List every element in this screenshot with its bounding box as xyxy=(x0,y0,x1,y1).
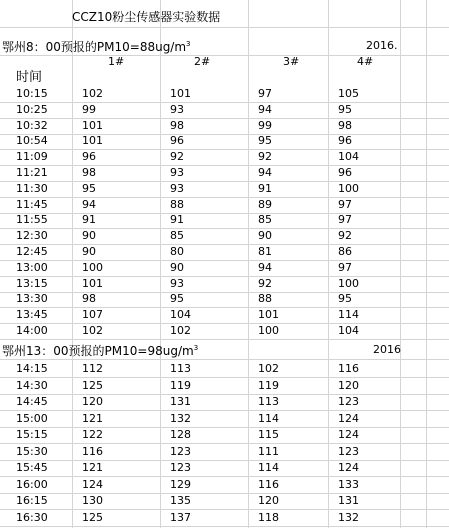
time-cell: 11:30 xyxy=(16,181,48,195)
sensor-1-cell: 102 xyxy=(82,324,103,337)
sensor-2-cell: 137 xyxy=(170,510,191,524)
sensor-3-cell: 94 xyxy=(258,102,272,116)
sensor-3-cell: 91 xyxy=(258,181,272,195)
time-cell: 15:15 xyxy=(16,428,48,441)
time-cell: 12:30 xyxy=(16,229,48,243)
time-cell: 11:21 xyxy=(16,166,48,179)
sensor-4-cell: 116 xyxy=(338,362,359,375)
section-2-year: 2016 xyxy=(373,343,401,356)
sensor-1-cell: 125 xyxy=(82,378,103,392)
time-cell: 16:15 xyxy=(16,494,48,507)
sensor-4-cell: 97 xyxy=(338,260,352,274)
sensor-1-cell: 101 xyxy=(82,118,103,132)
sheet-title: CCZ10粉尘传感器实验数据 xyxy=(72,10,221,24)
sensor-3-cell: 114 xyxy=(258,411,279,425)
sensor-4-cell: 123 xyxy=(338,444,359,458)
section-1-header[interactable] xyxy=(0,36,449,56)
sensor-2-cell: 98 xyxy=(170,118,184,132)
time-cell: 15:30 xyxy=(16,444,48,458)
table-row[interactable] xyxy=(0,509,449,527)
sensor-3-cell: 118 xyxy=(258,510,279,524)
column-header: 3# xyxy=(283,55,300,68)
sensor-4-cell: 114 xyxy=(338,308,359,322)
time-cell: 10:15 xyxy=(16,87,48,100)
sensor-2-cell: 93 xyxy=(170,181,184,195)
sensor-2-cell: 123 xyxy=(170,461,191,474)
sensor-3-cell: 88 xyxy=(258,292,272,306)
time-cell: 14:45 xyxy=(16,395,48,408)
time-cell: 11:55 xyxy=(16,213,48,227)
sensor-4-cell: 95 xyxy=(338,102,352,116)
sensor-3-cell: 100 xyxy=(258,324,279,337)
sensor-4-cell: 124 xyxy=(338,428,359,441)
sensor-4-cell: 104 xyxy=(338,150,359,164)
sensor-1-cell: 102 xyxy=(82,87,103,100)
sensor-3-cell: 115 xyxy=(258,428,279,441)
column-header: 4# xyxy=(357,55,374,68)
sensor-1-cell: 130 xyxy=(82,494,103,507)
sensor-1-cell: 99 xyxy=(82,102,96,116)
time-cell: 14:00 xyxy=(16,324,48,337)
sensor-1-cell: 96 xyxy=(82,150,96,164)
time-cell: 13:30 xyxy=(16,292,48,306)
sensor-2-cell: 113 xyxy=(170,362,191,375)
sensor-4-cell: 86 xyxy=(338,245,352,258)
sensor-3-cell: 95 xyxy=(258,134,272,148)
sensor-1-cell: 116 xyxy=(82,444,103,458)
sensor-2-cell: 102 xyxy=(170,324,191,337)
time-cell: 10:32 xyxy=(16,118,48,132)
sensor-2-cell: 85 xyxy=(170,229,184,243)
section-1-year: 2016. xyxy=(366,39,398,52)
sensor-1-cell: 94 xyxy=(82,197,96,211)
sensor-1-cell: 100 xyxy=(82,260,103,274)
sensor-4-cell: 104 xyxy=(338,324,359,337)
sensor-2-cell: 93 xyxy=(170,102,184,116)
time-cell: 15:00 xyxy=(16,411,48,425)
sensor-1-cell: 91 xyxy=(82,213,96,227)
sensor-3-cell: 92 xyxy=(258,276,272,290)
time-cell: 15:45 xyxy=(16,461,48,474)
sensor-2-cell: 132 xyxy=(170,411,191,425)
sensor-2-cell: 88 xyxy=(170,197,184,211)
sensor-4-cell: 133 xyxy=(338,477,359,491)
time-cell: 12:45 xyxy=(16,245,48,258)
sensor-2-cell: 101 xyxy=(170,87,191,100)
sensor-2-cell: 91 xyxy=(170,213,184,227)
table-row[interactable] xyxy=(0,476,449,494)
sensor-2-cell: 80 xyxy=(170,245,184,258)
time-cell: 14:30 xyxy=(16,378,48,392)
table-row[interactable] xyxy=(0,426,449,444)
sensor-2-cell: 131 xyxy=(170,395,191,408)
time-cell: 14:15 xyxy=(16,362,48,375)
time-cell: 11:09 xyxy=(16,150,48,164)
sensor-3-cell: 81 xyxy=(258,245,272,258)
time-header: 时间 xyxy=(16,70,43,85)
sensor-1-cell: 98 xyxy=(82,292,96,306)
sensor-3-cell: 92 xyxy=(258,150,272,164)
sensor-1-cell: 121 xyxy=(82,411,103,425)
sensor-2-cell: 90 xyxy=(170,260,184,274)
sensor-3-cell: 97 xyxy=(258,87,272,100)
sensor-3-cell: 113 xyxy=(258,395,279,408)
sensor-4-cell: 100 xyxy=(338,181,359,195)
time-cell: 13:15 xyxy=(16,276,48,290)
title-row xyxy=(0,0,449,28)
sensor-2-cell: 95 xyxy=(170,292,184,306)
section-2-label: 鄂州13：00预报的$PM10=98ug/m^3$ xyxy=(2,344,199,358)
sensor-1-cell: 90 xyxy=(82,229,96,243)
sensor-4-cell: 95 xyxy=(338,292,352,306)
sensor-1-cell: 95 xyxy=(82,181,96,195)
sensor-2-cell: 96 xyxy=(170,134,184,148)
table-row[interactable] xyxy=(0,322,449,340)
time-cell: 16:30 xyxy=(16,510,48,524)
column-header: 2# xyxy=(194,55,211,68)
sensor-2-cell: 128 xyxy=(170,428,191,441)
sensor-2-cell: 92 xyxy=(170,150,184,164)
sensor-4-cell: 132 xyxy=(338,510,359,524)
sensor-4-cell: 92 xyxy=(338,229,352,243)
sensor-1-cell: 112 xyxy=(82,362,103,375)
sensor-4-cell: 96 xyxy=(338,134,352,148)
sensor-3-cell: 111 xyxy=(258,444,279,458)
section-2-header[interactable] xyxy=(0,340,449,360)
table-row[interactable] xyxy=(0,492,449,510)
time-cell: 16:00 xyxy=(16,477,48,491)
sensor-1-cell: 98 xyxy=(82,166,96,179)
sensor-3-cell: 85 xyxy=(258,213,272,227)
sensor-1-cell: 107 xyxy=(82,308,103,322)
sensor-1-cell: 120 xyxy=(82,395,103,408)
sensor-3-cell: 114 xyxy=(258,461,279,474)
sensor-3-cell: 116 xyxy=(258,477,279,491)
sensor-4-cell: 105 xyxy=(338,87,359,100)
sensor-4-cell: 98 xyxy=(338,118,352,132)
sensor-4-cell: 120 xyxy=(338,378,359,392)
sensor-3-cell: 102 xyxy=(258,362,279,375)
sensor-4-cell: 97 xyxy=(338,197,352,211)
sensor-1-cell: 90 xyxy=(82,245,96,258)
sensor-4-cell: 97 xyxy=(338,213,352,227)
column-header-row xyxy=(0,56,449,68)
sensor-2-cell: 135 xyxy=(170,494,191,507)
sensor-3-cell: 90 xyxy=(258,229,272,243)
table-row[interactable] xyxy=(0,459,449,477)
sensor-3-cell: 99 xyxy=(258,118,272,132)
sensor-4-cell: 96 xyxy=(338,166,352,179)
table-row[interactable] xyxy=(0,377,449,395)
column-header: 1# xyxy=(108,55,125,68)
sensor-2-cell: 119 xyxy=(170,378,191,392)
time-cell: 13:45 xyxy=(16,308,48,322)
time-cell: 10:54 xyxy=(16,134,48,148)
sensor-3-cell: 101 xyxy=(258,308,279,322)
sensor-2-cell: 129 xyxy=(170,477,191,491)
table-row[interactable] xyxy=(0,443,449,461)
sensor-3-cell: 120 xyxy=(258,494,279,507)
sensor-4-cell: 124 xyxy=(338,461,359,474)
sensor-1-cell: 121 xyxy=(82,461,103,474)
table-row[interactable] xyxy=(0,393,449,411)
sensor-3-cell: 119 xyxy=(258,378,279,392)
time-cell: 13:00 xyxy=(16,260,48,274)
sensor-3-cell: 94 xyxy=(258,166,272,179)
sensor-1-cell: 122 xyxy=(82,428,103,441)
table-row[interactable] xyxy=(0,360,449,378)
sensor-1-cell: 125 xyxy=(82,510,103,524)
table-row[interactable] xyxy=(0,410,449,428)
sensor-2-cell: 104 xyxy=(170,308,191,322)
sensor-4-cell: 123 xyxy=(338,395,359,408)
section-1-label: 鄂州8：00预报的$PM10=88ug/m^3$ xyxy=(2,40,191,54)
sensor-1-cell: 124 xyxy=(82,477,103,491)
sensor-1-cell: 101 xyxy=(82,134,103,148)
sensor-2-cell: 123 xyxy=(170,444,191,458)
time-cell: 10:25 xyxy=(16,102,48,116)
sensor-4-cell: 100 xyxy=(338,276,359,290)
sensor-3-cell: 94 xyxy=(258,260,272,274)
sensor-1-cell: 101 xyxy=(82,276,103,290)
sensor-3-cell: 89 xyxy=(258,197,272,211)
sensor-4-cell: 131 xyxy=(338,494,359,507)
time-cell: 11:45 xyxy=(16,197,48,211)
sensor-4-cell: 124 xyxy=(338,411,359,425)
sensor-2-cell: 93 xyxy=(170,166,184,179)
sensor-2-cell: 93 xyxy=(170,276,184,290)
